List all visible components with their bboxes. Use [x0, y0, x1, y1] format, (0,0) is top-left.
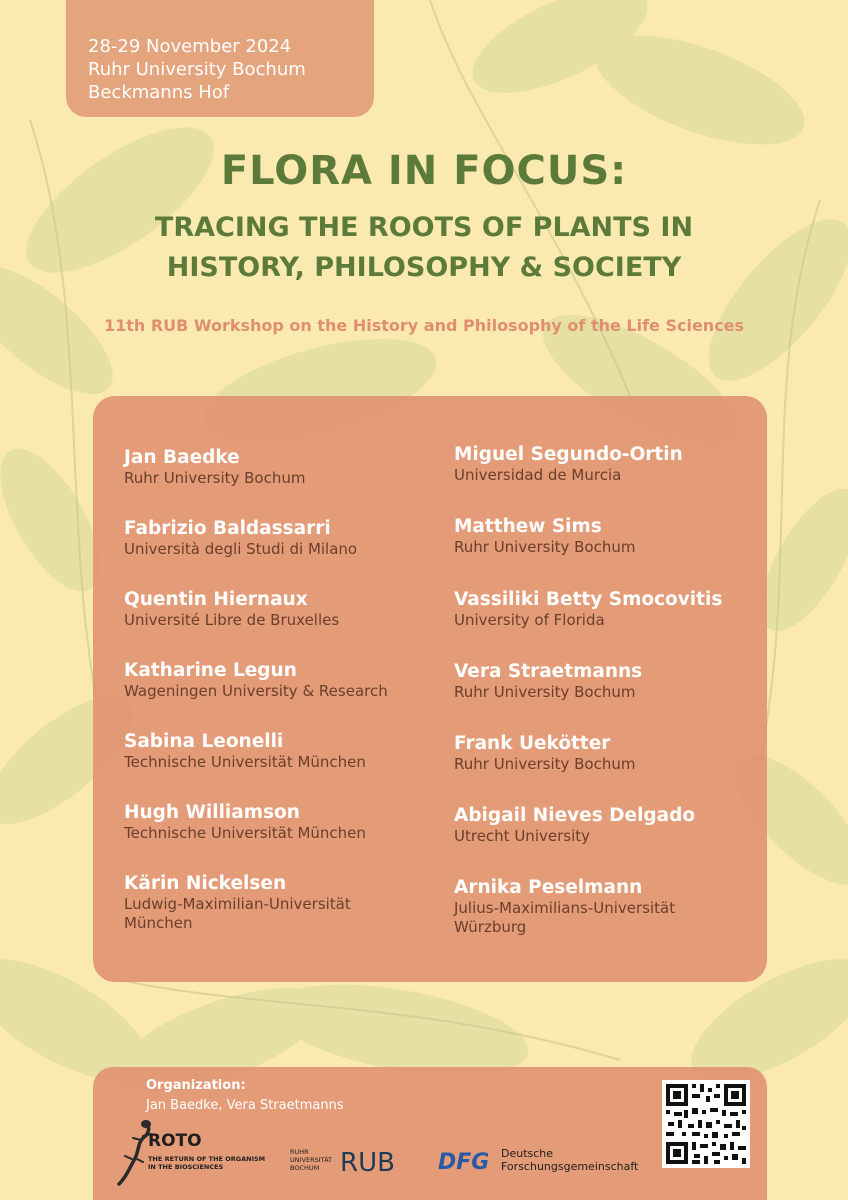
speaker-affiliation: Ruhr University Bochum: [454, 538, 636, 556]
speaker-name: Fabrizio Baldassarri: [124, 518, 331, 539]
dfg-name: Deutsche Forschungsgemeinschaft: [501, 1147, 639, 1173]
speaker-name: Miguel Segundo-Ortin: [454, 444, 683, 465]
speaker-name: Vera Straetmanns: [454, 661, 643, 682]
speaker-item: [454, 660, 784, 702]
speaker-affiliation: Ruhr University Bochum: [454, 683, 636, 701]
speaker-item: [124, 872, 404, 933]
speaker-item: [454, 515, 784, 557]
speaker-name: Katharine Legun: [124, 660, 297, 681]
speaker-name: Jan Baedke: [124, 447, 240, 468]
speaker-item: [124, 801, 454, 843]
speaker-item: [454, 443, 784, 485]
event-info-box: [66, 0, 374, 117]
speaker-affiliation: Université Libre de Bruxelles: [124, 611, 340, 629]
speaker-item: [124, 588, 454, 630]
workshop-subtitle: 11th RUB Workshop on the History and Philosophy of the Life Sciences: [103, 316, 745, 335]
roto-tagline: THE RETURN OF THE ORGANISM IN THE BIOSCIENCES: [148, 1155, 266, 1171]
speaker-item: [124, 446, 454, 488]
title-line-3: HISTORY, PHILOSOPHY & SOCIETY: [166, 252, 682, 283]
qr-code[interactable]: [662, 1080, 750, 1168]
page-title: FLORA IN FOCUS:: [220, 148, 628, 194]
speaker-name: Frank Uekötter: [454, 733, 611, 754]
organization-label: Organization:: [146, 1078, 246, 1093]
speaker-item: [124, 517, 454, 559]
event-date: 28-29 November 2024: [88, 36, 292, 57]
speaker-affiliation: Ludwig-Maximilian-Universität München: [124, 895, 351, 932]
speaker-affiliation: Wageningen University & Research: [124, 682, 388, 700]
speaker-name: Abigail Nieves Delgado: [454, 805, 696, 826]
speaker-item: [454, 876, 744, 937]
roto-salamander-logo: [115, 1118, 159, 1188]
speaker-affiliation: Universidad de Murcia: [454, 466, 622, 484]
title-line-2: TRACING THE ROOTS OF PLANTS IN: [154, 212, 694, 243]
speaker-affiliation: Technische Universität München: [124, 824, 366, 842]
speaker-affiliation: Ruhr University Bochum: [454, 755, 636, 773]
roto-wordmark: ROTO: [148, 1131, 202, 1151]
rub-university-name: RUHR UNIVERSITÄT BOCHUM: [290, 1148, 333, 1172]
dfg-logo: DFG: [438, 1150, 490, 1175]
speaker-name: Quentin Hiernaux: [124, 589, 308, 610]
qr-code-icon: [662, 1080, 750, 1168]
speaker-item: [124, 730, 454, 772]
speaker-name: Kärin Nickelsen: [124, 873, 287, 894]
speaker-affiliation: Utrecht University: [454, 827, 590, 845]
speaker-item: [454, 588, 784, 630]
speaker-item: [454, 732, 784, 774]
organization-names: Jan Baedke, Vera Straetmanns: [146, 1098, 344, 1113]
speaker-name: Hugh Williamson: [124, 802, 300, 823]
speaker-name: Arnika Peselmann: [454, 877, 643, 898]
speaker-affiliation: University of Florida: [454, 611, 605, 629]
speaker-name: Sabina Leonelli: [124, 731, 284, 752]
speaker-affiliation: Julius-Maximilians-Universität Würzburg: [454, 899, 676, 936]
speaker-name: Vassiliki Betty Smocovitis: [454, 589, 723, 610]
rub-logo: RUB: [340, 1148, 395, 1178]
speaker-affiliation: Università degli Studi di Milano: [124, 540, 358, 558]
speaker-name: Matthew Sims: [454, 516, 602, 537]
speaker-item: [124, 659, 454, 701]
speaker-affiliation: Technische Universität München: [124, 753, 366, 771]
speaker-affiliation: Ruhr University Bochum: [124, 469, 306, 487]
event-venue: Ruhr University Bochum: [88, 59, 306, 80]
speaker-item: [454, 804, 784, 846]
event-location: Beckmanns Hof: [88, 82, 230, 103]
